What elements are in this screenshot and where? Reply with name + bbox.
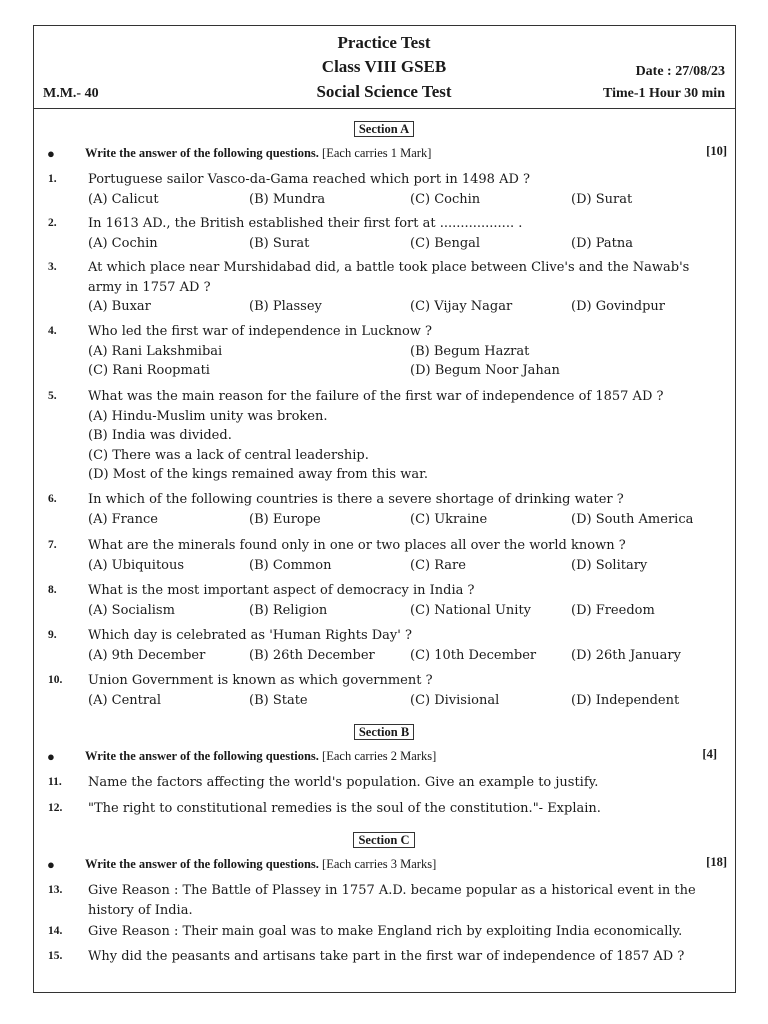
option: (A) Rani Lakshmibai bbox=[88, 343, 223, 359]
option: (D) Independent bbox=[571, 692, 680, 708]
question-10: 10. Union Government is known as which government ? (A) Central (B) State (C) Divisional (D) Independent bbox=[48, 671, 712, 710]
option: (C) There was a lack of central leadership. bbox=[88, 447, 369, 463]
question-6: 6. In which of the following countries is there a severe shortage of drinking water ? (A) France (B) Europe (C) Ukraine (D) South America bbox=[48, 490, 712, 529]
option: (A) 9th December bbox=[88, 647, 206, 663]
option: (C) Bengal bbox=[410, 235, 481, 251]
section-c-marks: [18] bbox=[706, 855, 727, 869]
option: (A) Calicut bbox=[88, 191, 159, 207]
option: (A) Hindu-Muslim unity was broken. bbox=[88, 408, 328, 424]
option: (C) Vijay Nagar bbox=[410, 299, 513, 314]
option: (A) Cochin bbox=[88, 235, 158, 251]
test-duration: Time-1 Hour 30 min bbox=[603, 86, 725, 101]
option: (B) Plassey bbox=[249, 299, 322, 314]
question-15: 15. Why did the peasants and artisans take part in the first war of independence of 1857 AD ? bbox=[48, 949, 685, 964]
option: (D) Begum Noor Jahan bbox=[410, 363, 560, 378]
question-3: 3. At which place near Murshidabad did, a battle took place between Clive's and the Nawab's army in 1757 AD ? (A) Buxar (B) Plassey (C) Vijay Nagar (D) Govindpur bbox=[48, 258, 712, 317]
bullet-icon: ● bbox=[47, 749, 55, 764]
section-a-heading: Section A bbox=[0, 118, 768, 137]
question-8: 8. What is the most important aspect of democracy in India ? (A) Socialism (B) Religion (C) National Unity (D) Freedom bbox=[48, 581, 712, 620]
option: (D) Most of the kings remained away from this war. bbox=[88, 467, 429, 482]
option: (B) Europe bbox=[249, 511, 321, 527]
test-title: Practice Test bbox=[337, 33, 431, 52]
question-14: 14. Give Reason : Their main goal was to make England rich by exploiting India economically. bbox=[48, 924, 683, 939]
option: (A) Central bbox=[88, 692, 162, 708]
max-marks: M.M.- 40 bbox=[43, 86, 99, 101]
question-11: 11. Name the factors affecting the world's population. Give an example to justify. bbox=[48, 775, 599, 790]
option: (D) 26th January bbox=[571, 647, 681, 663]
option: (C) Rare bbox=[410, 557, 466, 573]
section-a-marks: [10] bbox=[706, 144, 727, 158]
bullet-icon: ● bbox=[47, 146, 55, 161]
section-c-heading: Section C bbox=[0, 829, 768, 848]
option: (C) 10th December bbox=[410, 647, 537, 663]
test-date: Date : 27/08/23 bbox=[635, 64, 725, 79]
option: (B) India was divided. bbox=[88, 428, 232, 443]
option: (D) South America bbox=[571, 511, 694, 527]
option: (B) 26th December bbox=[249, 647, 375, 663]
option: (D) Solitary bbox=[571, 557, 648, 573]
option: (C) Cochin bbox=[410, 191, 481, 207]
section-b-heading: Section B bbox=[0, 721, 768, 740]
class-label: Class VIII GSEB bbox=[321, 57, 447, 76]
option: (D) Govindpur bbox=[571, 299, 666, 314]
option: (C) Divisional bbox=[410, 692, 500, 708]
question-4: 4. Who led the first war of independence in Lucknow ? (A) Rani Lakshmibai (B) Begum Hazrat (C) Rani Roopmati (D) Begum Noor Jahan bbox=[48, 322, 712, 381]
section-b-marks: [4] bbox=[702, 747, 717, 761]
question-1: 1. Portuguese sailor Vasco-da-Gama reached which port in 1498 AD ? (A) Calicut (B) Mundra (C) Cochin (D) Surat bbox=[48, 170, 712, 209]
option: (C) Ukraine bbox=[410, 511, 488, 527]
option: (D) Surat bbox=[571, 191, 633, 207]
option: (B) Begum Hazrat bbox=[410, 343, 530, 359]
option: (A) Buxar bbox=[88, 299, 151, 314]
header-divider bbox=[33, 108, 736, 109]
option: (B) State bbox=[249, 692, 308, 708]
option: (B) Surat bbox=[249, 235, 310, 251]
option: (B) Religion bbox=[249, 602, 328, 618]
question-13: 13. Give Reason : The Battle of Plassey in 1757 A.D. became popular as a historical event in the history of India. bbox=[48, 883, 696, 918]
bullet-icon: ● bbox=[47, 857, 55, 872]
option: (B) Mundra bbox=[249, 191, 326, 207]
question-12: 12. "The right to constitutional remedies is the soul of the constitution."- Explain. bbox=[48, 801, 601, 816]
option: (A) Ubiquitous bbox=[88, 557, 185, 573]
question-2: 2. In 1613 AD., the British established their first fort at .................. . (A) Cochin (B) Surat (C) Bengal (D) Patna bbox=[48, 214, 712, 253]
question-5: 5. What was the main reason for the failure of the first war of independence of 1857 AD ? (A) Hindu-Muslim unity was broken. (B) India was divided. (C) There was a lack of central leadership. (D) Most of the kings remained away from this war. bbox=[48, 387, 712, 485]
question-9: 9. Which day is celebrated as 'Human Rights Day' ? (A) 9th December (B) 26th December (C) 10th December (D) 26th January bbox=[48, 626, 712, 665]
option: (A) France bbox=[88, 511, 158, 527]
option: (C) Rani Roopmati bbox=[88, 363, 210, 378]
option: (C) National Unity bbox=[410, 602, 532, 618]
subject-label: Social Science Test bbox=[316, 82, 452, 101]
option: (B) Common bbox=[249, 557, 332, 573]
option: (A) Socialism bbox=[88, 602, 175, 618]
option: (D) Patna bbox=[571, 235, 633, 251]
question-7: 7. What are the minerals found only in one or two places all over the world known ? (A) Ubiquitous (B) Common (C) Rare (D) Solitary bbox=[48, 536, 712, 575]
option: (D) Freedom bbox=[571, 602, 655, 618]
